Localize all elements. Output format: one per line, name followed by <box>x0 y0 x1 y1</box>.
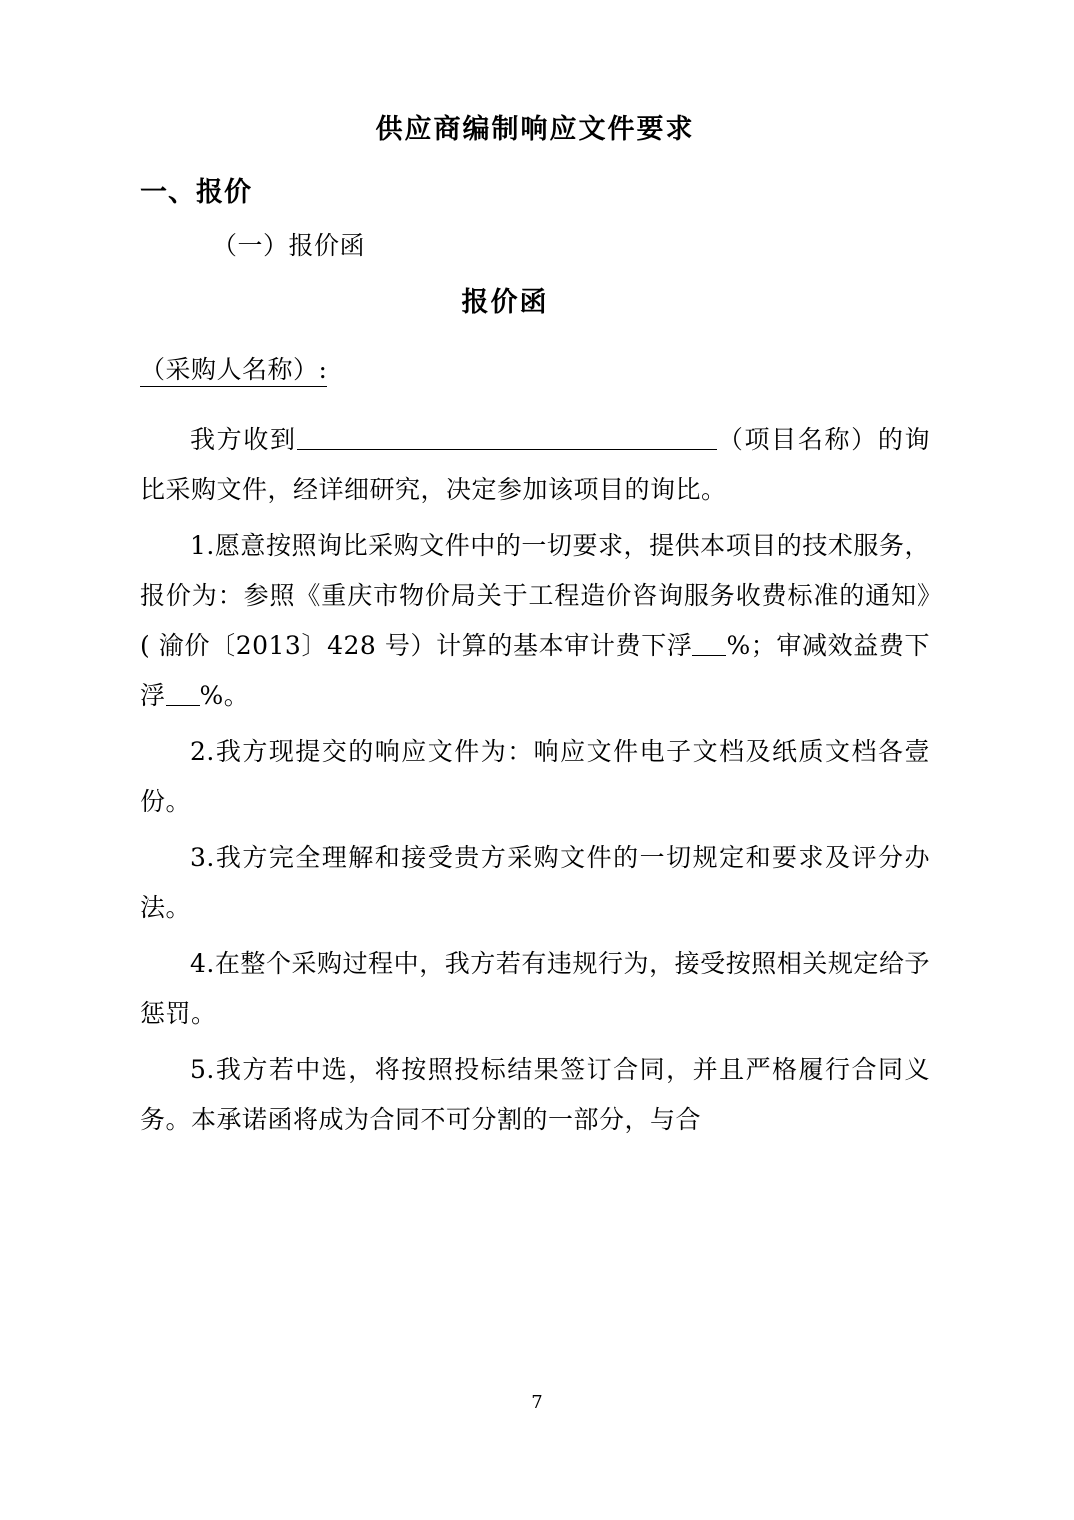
audit-fee-discount-blank <box>692 655 726 656</box>
section-heading-pricing: 一、报价 <box>140 176 252 208</box>
addressee-line <box>140 351 930 389</box>
paragraph-item-5: 5.我方若中选，将按照投标结果签订合同，并且严格履行合同义务。本承诺函将成为合同不可分割的一部分，与合 <box>140 1054 930 1134</box>
benefit-fee-discount-blank <box>166 705 200 706</box>
paragraph-item-4: 4.在整个采购过程中，我方若有违规行为，接受按照相关规定给予惩罚。 <box>140 948 930 1028</box>
item1-text-part2: %；审减效益费下浮 <box>140 630 930 710</box>
item1-text-part3: %。 <box>199 680 250 710</box>
paragraph-item-2: 2.我方现提交的响应文件为：响应文件电子文档及纸质文档各壹份。 <box>140 736 930 816</box>
sub-heading-quotation-letter: （一）报价函 <box>212 231 366 260</box>
intro-text-after-blank: （项目名称）的询比采购文件，经详细研究，决定参加该项目的询比。 <box>140 424 930 504</box>
intro-text-before-blank: 我方收到 <box>190 424 297 454</box>
document-body <box>140 110 930 1151</box>
page-number: 7 <box>531 1392 543 1413</box>
letter-title: 报价函 <box>461 286 549 318</box>
item1-text-part1: 1.愿意按照询比采购文件中的一切要求，提供本项目的技术服务，报价为：参照《重庆市物价局关于工程造价咨询服务收费标准的通知》( 渝价〔2013〕428 号）计算的基本审计费下浮 <box>140 530 930 660</box>
addressee-text: （采购人名称）: <box>140 355 327 387</box>
project-name-blank <box>297 449 717 450</box>
paragraph-intro <box>140 415 930 515</box>
page-title: 供应商编制响应文件要求 <box>375 114 695 145</box>
paragraph-item-1 <box>140 521 930 721</box>
paragraph-item-3: 3.我方完全理解和接受贵方采购文件的一切规定和要求及评分办法。 <box>140 842 930 922</box>
